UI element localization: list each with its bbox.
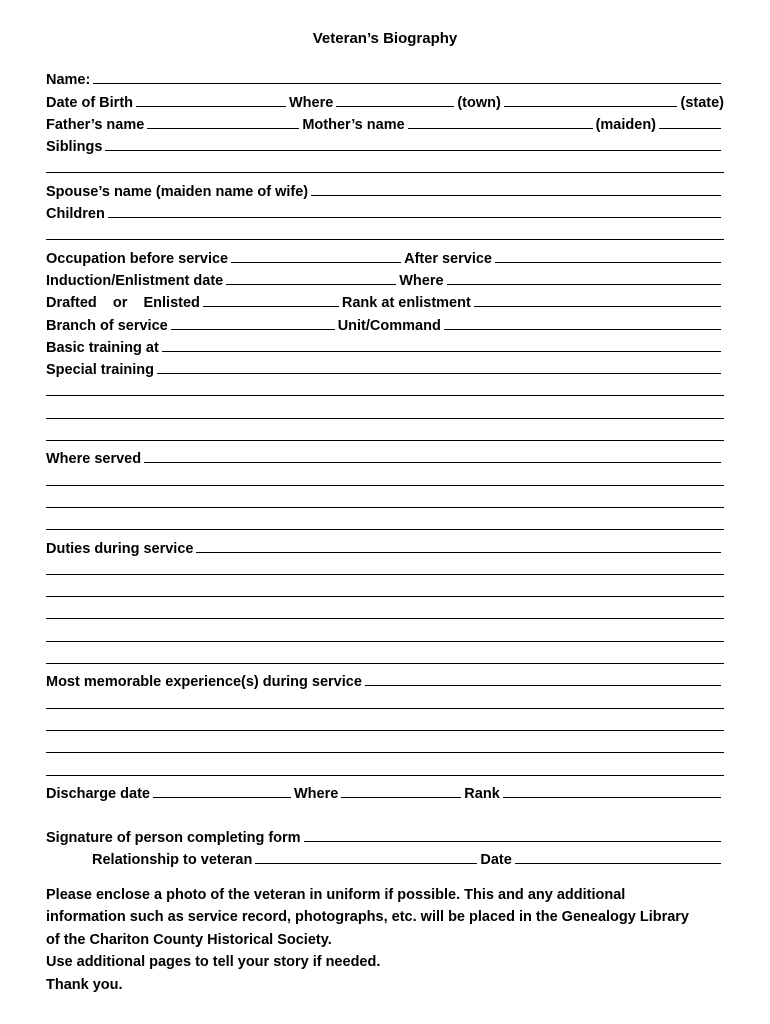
- drafted-row: [46, 289, 724, 311]
- where-served-field-2[interactable]: [46, 485, 724, 486]
- where-served-field-3[interactable]: [46, 507, 724, 508]
- birth-where-label: Where: [289, 94, 334, 111]
- duties-label: Duties during service: [46, 540, 194, 557]
- memorable-row-3: [46, 713, 724, 735]
- name-label: Name:: [46, 72, 91, 89]
- branch-label: Branch of service: [46, 317, 168, 334]
- rank-at-enlistment-label: Rank at enlistment: [341, 295, 471, 312]
- children-row-2: [46, 222, 724, 244]
- children-field[interactable]: [108, 217, 721, 218]
- discharge-row: [46, 780, 724, 802]
- signature-label: Signature of person completing form: [46, 830, 301, 847]
- unit-field[interactable]: [444, 329, 721, 330]
- memorable-field-3[interactable]: [46, 730, 724, 731]
- children-row: [46, 200, 724, 222]
- induction-date-label: Induction/Enlistment date: [46, 272, 224, 289]
- note-line-5: Thank you.: [46, 976, 123, 993]
- special-training-field-2[interactable]: [46, 395, 724, 396]
- mothers-maiden-field[interactable]: [659, 128, 721, 129]
- induction-where-field[interactable]: [447, 284, 721, 285]
- parents-row: [46, 111, 724, 133]
- children-label: Children: [46, 206, 105, 223]
- memorable-row-5: [46, 757, 724, 779]
- special-training-label: Special training: [46, 362, 154, 379]
- fathers-name-field[interactable]: [147, 128, 299, 129]
- occupation-before-label: Occupation before service: [46, 250, 229, 267]
- memorable-row: [46, 668, 724, 690]
- basic-training-field[interactable]: [162, 351, 721, 352]
- memorable-field-2[interactable]: [46, 708, 724, 709]
- name-field[interactable]: [93, 83, 721, 84]
- note-line-3: of the Chariton County Historical Society.: [46, 931, 332, 948]
- occupation-row: [46, 244, 724, 266]
- discharge-where-field[interactable]: [341, 797, 461, 798]
- spouse-field[interactable]: [311, 195, 721, 196]
- induction-where-label: Where: [399, 272, 444, 289]
- basic-training-label: Basic training at: [46, 339, 159, 356]
- induction-row: [46, 267, 724, 289]
- siblings-row-2: [46, 155, 724, 177]
- relationship-field[interactable]: [255, 863, 477, 864]
- maiden-label: (maiden): [595, 116, 656, 133]
- duties-row-6: [46, 646, 724, 668]
- duties-field-5[interactable]: [46, 641, 724, 642]
- special-training-row: [46, 356, 724, 378]
- after-service-label: After service: [404, 250, 492, 267]
- memorable-row-4: [46, 735, 724, 757]
- duties-row: [46, 534, 724, 556]
- after-service-field[interactable]: [495, 262, 721, 263]
- spouse-label: Spouse’s name (maiden name of wife): [46, 183, 309, 200]
- birth-town-field[interactable]: [336, 106, 454, 107]
- occupation-before-field[interactable]: [231, 262, 401, 263]
- instructions-note: [46, 884, 736, 996]
- where-served-row: [46, 445, 724, 467]
- memorable-row-2: [46, 690, 724, 712]
- special-training-row-3: [46, 400, 724, 422]
- duties-field[interactable]: [196, 552, 721, 553]
- note-line-2: information such as service record, photographs, etc. will be placed in the Genealogy Library: [46, 909, 689, 926]
- where-served-row-4: [46, 512, 724, 534]
- signature-row: [46, 824, 724, 846]
- branch-field[interactable]: [171, 329, 335, 330]
- date-field[interactable]: [515, 863, 721, 864]
- memorable-field-4[interactable]: [46, 752, 724, 753]
- signature-field[interactable]: [304, 841, 721, 842]
- memorable-field-5[interactable]: [46, 775, 724, 776]
- date-of-birth-label: Date of Birth: [46, 94, 133, 111]
- mothers-name-field[interactable]: [408, 128, 593, 129]
- where-served-label: Where served: [46, 451, 142, 468]
- discharge-where-label: Where: [293, 785, 339, 802]
- siblings-row: [46, 133, 724, 155]
- special-training-field[interactable]: [157, 373, 721, 374]
- children-field-2[interactable]: [46, 239, 724, 240]
- note-line-1: Please enclose a photo of the veteran in uniform if possible. This and any additional: [46, 887, 626, 903]
- where-served-row-2: [46, 467, 724, 489]
- rank-at-enlistment-field[interactable]: [474, 306, 721, 307]
- duties-field-3[interactable]: [46, 596, 724, 597]
- duties-field-2[interactable]: [46, 574, 724, 575]
- duties-field-4[interactable]: [46, 618, 724, 619]
- duties-row-4: [46, 601, 724, 623]
- memorable-label: Most memorable experience(s) during service: [46, 674, 362, 691]
- unit-label: Unit/Command: [337, 317, 441, 334]
- where-served-row-3: [46, 490, 724, 512]
- where-served-field-4[interactable]: [46, 529, 724, 530]
- date-label: Date: [480, 852, 512, 869]
- siblings-field[interactable]: [105, 150, 721, 151]
- spouse-row: [46, 177, 724, 199]
- fathers-name-label: Father’s name: [46, 116, 145, 133]
- relationship-label: Relationship to veteran: [92, 852, 253, 869]
- special-training-field-3[interactable]: [46, 418, 724, 419]
- induction-date-field[interactable]: [226, 284, 396, 285]
- special-training-row-2: [46, 378, 724, 400]
- special-training-field-4[interactable]: [46, 440, 724, 441]
- discharge-rank-label: Rank: [464, 785, 500, 802]
- page-title: Veteran’s Biography: [312, 30, 458, 47]
- basic-training-row: [46, 334, 724, 356]
- memorable-field[interactable]: [365, 685, 721, 686]
- birth-state-field[interactable]: [504, 106, 678, 107]
- duties-field-6[interactable]: [46, 663, 724, 664]
- where-served-field[interactable]: [144, 462, 721, 463]
- branch-row: [46, 311, 724, 333]
- relationship-row: [46, 846, 724, 868]
- state-label: (state): [680, 94, 724, 111]
- drafted-enlisted-label: Drafted or Enlisted: [46, 295, 200, 312]
- town-label: (town): [457, 94, 501, 111]
- duties-row-3: [46, 579, 724, 601]
- mothers-name-label: Mother’s name: [302, 116, 405, 133]
- discharge-rank-field[interactable]: [503, 797, 721, 798]
- discharge-date-field[interactable]: [153, 797, 291, 798]
- siblings-field-2[interactable]: [46, 172, 724, 173]
- name-row: [46, 66, 724, 88]
- note-line-4: Use additional pages to tell your story if needed.: [46, 954, 381, 971]
- biography-form: [46, 66, 724, 868]
- duties-row-2: [46, 557, 724, 579]
- birth-row: [46, 88, 724, 110]
- date-of-birth-field[interactable]: [136, 106, 286, 107]
- drafted-enlisted-field[interactable]: [203, 306, 339, 307]
- duties-row-5: [46, 623, 724, 645]
- discharge-date-label: Discharge date: [46, 785, 150, 802]
- special-training-row-4: [46, 423, 724, 445]
- siblings-label: Siblings: [46, 139, 103, 156]
